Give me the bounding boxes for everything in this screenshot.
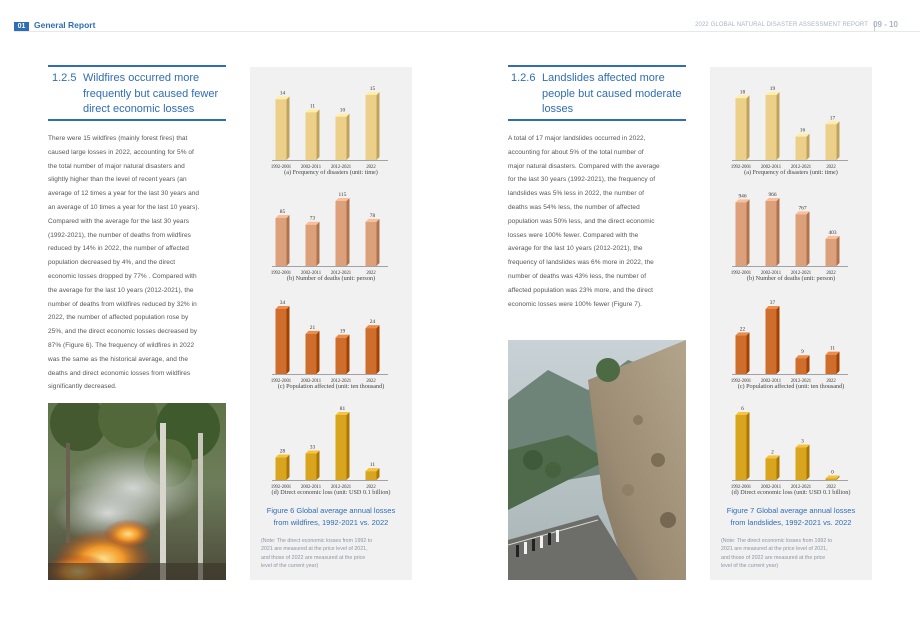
chart-w-a-svg — [250, 77, 412, 169]
body-text-line: affected population was 23% more, and the direct — [508, 286, 654, 294]
chart-bar-side — [317, 222, 320, 266]
body-text-line: (1992-2021), the number of deaths from wildfires — [48, 231, 191, 239]
chart-bar-side — [777, 306, 780, 374]
chart-w-c-svg — [250, 291, 412, 383]
chart-caption: (a) Frequency of disasters (unit: time) — [284, 169, 378, 176]
chart-l-b-svg — [710, 183, 872, 275]
chart-bar — [796, 134, 810, 160]
chart-category-label: 2022 — [826, 485, 836, 489]
page-numbers: 09 - 10 — [873, 20, 898, 29]
chart-category-label: 1992-2001 — [730, 271, 752, 275]
chart-category-label: 2012-2021 — [330, 379, 352, 383]
chart-l-a — [710, 77, 872, 182]
chart-category-label: 2012-2021 — [790, 165, 812, 169]
figure-note-line: level of the current year) — [721, 562, 779, 569]
chart-bar-front — [366, 95, 377, 160]
chart-value-label: 19 — [339, 328, 346, 335]
chart-bar-side — [747, 199, 750, 266]
body-text-line: There were 15 wildfires (mainly forest fires) that — [48, 135, 188, 142]
body-text-line: economic losses dropped by 77% . Compared with — [48, 272, 197, 280]
chart-bar — [306, 331, 320, 374]
chart-bar — [766, 92, 780, 160]
chart-value-label: 24 — [369, 319, 376, 326]
section-badge: 01 — [14, 22, 29, 32]
chart-bar-side — [287, 306, 290, 374]
chart-bar-side — [287, 455, 290, 480]
chart-value-label: 21 — [309, 324, 316, 331]
body-text-line: economic losses were 100% fewer (Figure 7). — [508, 300, 643, 308]
chart-value-label: 11 — [369, 462, 376, 469]
chart-bar-side — [377, 92, 380, 160]
chart-value-label: 28 — [279, 448, 286, 455]
chart-value-label: 22 — [739, 326, 746, 333]
chart-category-label: 2002-2011 — [300, 271, 322, 275]
figure-7-panel — [710, 67, 872, 580]
landslide-photo — [508, 340, 686, 580]
chart-bar-side — [777, 92, 780, 160]
chart-bar-front — [826, 239, 837, 266]
chart-bar — [736, 199, 750, 266]
chart-category-label: 2002-2011 — [760, 379, 782, 383]
chart-bar-front — [766, 309, 777, 374]
chart-bar-side — [377, 325, 380, 374]
chart-category-label: 1992-2001 — [730, 485, 752, 489]
chart-bar-front — [826, 124, 837, 160]
section-rule-bottom — [48, 119, 226, 121]
chart-w-b-svg — [250, 183, 412, 275]
chart-bar-side — [837, 121, 840, 160]
chart-category-label: 2002-2011 — [300, 485, 322, 489]
chart-value-label: 11 — [829, 345, 836, 352]
chart-bar — [276, 215, 290, 266]
chart-bar-front — [796, 358, 807, 374]
wildfire-photo — [48, 403, 226, 580]
section-number: 1.2.5 — [52, 72, 77, 84]
figure-title-line: Figure 7 Global average annual losses — [726, 506, 856, 515]
chart-bar — [276, 455, 290, 480]
figure-note-line: (Note: The direct economic losses from 1992 to — [261, 538, 373, 544]
chart-bar-front — [306, 225, 317, 266]
chart-value-label: 18 — [739, 89, 746, 96]
chart-bar — [306, 109, 320, 160]
chart-value-label: 2 — [771, 449, 774, 456]
chart-value-label: 85 — [279, 208, 286, 215]
chart-bar-front — [336, 338, 347, 374]
chart-bar-side — [807, 211, 810, 266]
chart-value-label: 11 — [309, 103, 316, 110]
chart-bar — [336, 198, 350, 266]
body-text-line: for the last 30 years (1992-2021), the frequency of — [508, 176, 656, 184]
body-text-line: reduced by 14% in 2022, the number of affected — [48, 245, 189, 253]
report-title: 2022 GLOBAL NATURAL DISASTER ASSESSMENT REPORT — [695, 22, 868, 28]
body-text-line: landslides was 5% less in 2022, the number of — [508, 190, 644, 198]
chart-value-label: 3 — [801, 438, 804, 445]
chart-caption: (c) Population affected (unit: ten thousand) — [277, 383, 385, 390]
figure-note-line: 2021 are measured at the price level of 2021, — [261, 546, 368, 553]
body-text-line: average of 12 times a year for the last 30 years and — [48, 190, 200, 198]
chart-w-c — [250, 291, 412, 396]
chart-bar-front — [276, 309, 287, 374]
chart-caption: (a) Frequency of disasters (unit: time) — [744, 169, 838, 176]
chart-category-label: 1992-2001 — [270, 165, 292, 169]
section-rule-bottom — [508, 119, 686, 121]
chart-bar-front — [736, 202, 747, 266]
body-text-line: deaths was 54% less, the number of affected — [508, 203, 640, 211]
chart-value-label: 73 — [309, 215, 316, 222]
chart-caption: (d) Direct economic loss (unit: USD 0.1 billion) — [731, 489, 851, 496]
section-title-line: losses — [542, 103, 574, 115]
chart-bar — [736, 332, 750, 374]
chart-value-label: 115 — [338, 192, 347, 198]
section-title-line: Landslides affected more — [542, 72, 665, 84]
chart-bar-side — [287, 215, 290, 266]
chart-value-label: 767 — [798, 205, 807, 212]
chart-caption: (b) Number of deaths (unit: person) — [746, 275, 836, 282]
chart-category-label: 2012-2021 — [330, 165, 352, 169]
chart-category-label: 2002-2011 — [760, 271, 782, 275]
chart-bar-side — [347, 198, 350, 266]
chart-value-label: 14 — [279, 90, 286, 97]
chart-l-a-svg — [710, 77, 872, 169]
chart-bar-side — [807, 445, 810, 481]
chart-w-d-svg — [250, 397, 412, 489]
figure-note-line: and those of 2022 are measured at the price — [261, 554, 366, 561]
section-number: 1.2.6 — [511, 72, 536, 84]
chart-bar-front — [766, 95, 777, 160]
chart-bar — [826, 121, 840, 160]
body-text-line: number of deaths from wildfires reduced by 32% in — [48, 300, 197, 308]
chart-bar — [336, 114, 350, 160]
chart-caption: (d) Direct economic loss (unit: USD 0.1 billion) — [271, 489, 391, 496]
chart-bar — [736, 95, 750, 160]
chart-bar-front — [276, 458, 287, 480]
body-text-line: number of deaths was 43% less, the number of — [508, 272, 647, 280]
chart-bar-front — [366, 328, 377, 374]
chart-caption: (b) Number of deaths (unit: person) — [286, 275, 376, 282]
body-text-line: caused large losses in 2022, accounting for 5% of — [48, 148, 194, 156]
chart-bar-front — [276, 99, 287, 160]
figure-note-line: level of the current year) — [261, 562, 319, 569]
chart-bar-front — [736, 335, 747, 374]
chart-category-label: 2002-2011 — [760, 485, 782, 489]
chart-bar-front — [306, 454, 317, 480]
chart-value-label: 81 — [339, 406, 346, 412]
body-text-line: was the same as the historical average, and the — [48, 355, 189, 363]
chart-l-c — [710, 291, 872, 396]
section-rule-top — [48, 65, 226, 67]
chart-bar-front — [826, 479, 837, 481]
chart-bar-front — [796, 137, 807, 160]
chart-bar-side — [287, 96, 290, 160]
chart-bar-side — [317, 451, 320, 480]
body-text-line: the total number of major natural disasters and — [48, 162, 185, 170]
figure-note-line: (Note: The direct economic losses from 1992 to — [721, 538, 833, 544]
chart-category-label: 1992-2001 — [730, 379, 752, 383]
body-text-line: frequency of landslides was 6% more in 2022, the — [508, 259, 654, 267]
chart-w-a — [250, 77, 412, 182]
body-text-line: A total of 17 major landslides occurred in 2022, — [508, 135, 646, 142]
figure-note — [261, 537, 411, 570]
chart-bar-side — [347, 335, 350, 374]
chart-value-label: 78 — [369, 212, 376, 219]
chart-bar-side — [747, 412, 750, 480]
chart-category-label: 2022 — [366, 165, 376, 169]
figure-note — [721, 537, 871, 570]
body-text-line: 2022, the number of affected population rose by — [48, 314, 189, 322]
body-text-line: 87% (Figure 6). The frequency of wildfires in 2022 — [48, 341, 195, 349]
chart-bar — [796, 211, 810, 266]
chart-bar — [366, 92, 380, 160]
body-text-line: an average of 10 times a year for the last 10 years). — [48, 203, 200, 211]
chart-category-label: 2022 — [826, 271, 836, 275]
body-text — [48, 132, 238, 394]
chart-bar-side — [377, 219, 380, 266]
figure-6-panel — [250, 67, 412, 580]
section-title-line: Wildfires occurred more — [83, 72, 200, 84]
chart-bar-front — [336, 415, 347, 480]
figure-note-line: 2021 are measured at the price level of 2021, — [721, 546, 828, 553]
chart-bar — [306, 451, 320, 480]
chart-value-label: 10 — [339, 107, 346, 114]
chart-category-label: 2012-2021 — [790, 271, 812, 275]
chart-bar-front — [306, 334, 317, 374]
chart-bar — [276, 306, 290, 374]
figure-title — [710, 505, 872, 528]
landslide-image — [508, 340, 686, 580]
section-title — [542, 71, 692, 118]
chart-bar — [276, 96, 290, 160]
chart-value-label: 15 — [369, 86, 376, 92]
chart-value-label: 34 — [279, 300, 286, 306]
body-text-line: major natural disasters. Compared with the average — [508, 162, 660, 170]
chart-bar — [766, 306, 780, 374]
chart-bar-side — [747, 332, 750, 374]
chart-category-label: 2022 — [366, 485, 376, 489]
chart-bar — [336, 335, 350, 374]
chart-bar-front — [796, 214, 807, 266]
chart-bar-side — [777, 455, 780, 480]
body-text-line: accounting for about 5% of the total number of — [508, 148, 644, 156]
chart-l-d — [710, 397, 872, 502]
chart-bar-front — [276, 218, 287, 266]
body-text-line: significantly decreased. — [48, 383, 117, 391]
chart-w-d — [250, 397, 412, 502]
body-text-line: 25%, and the direct economic losses decreased by — [48, 328, 198, 336]
figure-title-line: from wildfires, 1992-2021 vs. 2022 — [273, 517, 389, 527]
chart-bar-front — [366, 471, 377, 480]
chart-category-label: 2012-2021 — [330, 271, 352, 275]
section-name: General Report — [34, 20, 96, 30]
chart-value-label: 19 — [769, 86, 776, 92]
body-text-line: deaths and direct economic losses from wildfires — [48, 369, 191, 377]
chart-bar-front — [736, 98, 747, 160]
chart-caption: (c) Population affected (unit: ten thousand) — [737, 383, 845, 390]
chart-l-c-svg — [710, 291, 872, 383]
chart-w-b — [250, 183, 412, 288]
chart-bar — [366, 468, 380, 480]
chart-value-label: 966 — [768, 192, 777, 198]
chart-bar-front — [366, 222, 377, 266]
chart-l-b — [710, 183, 872, 288]
chart-bar — [336, 412, 350, 480]
chart-category-label: 2002-2011 — [300, 165, 322, 169]
chart-bar-side — [317, 331, 320, 374]
header-rule — [14, 31, 920, 32]
chart-category-label: 2012-2021 — [790, 379, 812, 383]
chart-category-label: 1992-2001 — [270, 379, 292, 383]
body-text-line: average for the last 10 years (2012-2021), the — [508, 245, 643, 253]
chart-value-label: 17 — [829, 115, 836, 122]
chart-bar — [796, 445, 810, 481]
section-rule-top — [508, 65, 686, 67]
chart-category-label: 1992-2001 — [270, 271, 292, 275]
chart-value-label: 33 — [309, 444, 316, 451]
chart-category-label: 1992-2001 — [730, 165, 752, 169]
section-title — [83, 71, 233, 118]
chart-bar — [766, 198, 780, 266]
chart-value-label: 16 — [799, 127, 806, 134]
chart-value-label: 946 — [738, 193, 747, 200]
chart-bar — [366, 325, 380, 374]
chart-bar-front — [336, 201, 347, 266]
body-text-line: Compared with the average for the last 30 years — [48, 217, 190, 225]
chart-category-label: 1992-2001 — [270, 485, 292, 489]
chart-bar-side — [777, 198, 780, 266]
chart-value-label: 37 — [769, 300, 776, 306]
chart-category-label: 2022 — [366, 379, 376, 383]
chart-bar — [826, 352, 840, 374]
chart-bar-front — [796, 448, 807, 481]
figure-title-line: Figure 6 Global average annual losses — [266, 506, 396, 515]
figure-title — [250, 505, 412, 528]
body-text-line: slightly higher than the level of recent years (an — [48, 176, 187, 184]
chart-category-label: 2012-2021 — [330, 485, 352, 489]
section-title-line: people but caused moderate — [542, 87, 682, 100]
chart-bar-front — [766, 458, 777, 480]
chart-category-label: 2022 — [826, 379, 836, 383]
chart-bar-side — [807, 134, 810, 160]
chart-bar-side — [807, 355, 810, 374]
body-text-line: population was 50% less, and the direct economic — [508, 217, 655, 225]
chart-bar-front — [306, 112, 317, 160]
chart-category-label: 2002-2011 — [760, 165, 782, 169]
figure-note-line: and those of 2022 are measured at the price — [721, 554, 826, 561]
chart-bar-front — [826, 355, 837, 374]
chart-bar-side — [347, 412, 350, 480]
chart-bar — [826, 476, 840, 481]
section-title-line: direct economic losses — [83, 103, 195, 115]
chart-bar-side — [317, 109, 320, 160]
chart-category-label: 2022 — [366, 271, 376, 275]
chart-value-label: 9 — [801, 349, 804, 356]
body-text-line: the average for the last 10 years (2012-2021), the — [48, 286, 194, 294]
chart-bar-side — [837, 352, 840, 374]
chart-l-d-svg — [710, 397, 872, 489]
chart-category-label: 2022 — [826, 165, 836, 169]
body-text-line: population decreased by 4%, and the direct — [48, 259, 176, 267]
wildfire-image — [48, 403, 226, 580]
chart-bar-side — [347, 114, 350, 160]
chart-value-label: 403 — [828, 229, 837, 236]
chart-bar — [306, 222, 320, 266]
chart-bar-front — [336, 117, 347, 160]
chart-value-label: 0 — [831, 469, 834, 476]
chart-category-label: 2012-2021 — [790, 485, 812, 489]
figure-title-line: from landslides, 1992-2021 vs. 2022 — [730, 517, 852, 527]
body-text-line: losses were 100% fewer. Compared with the — [508, 231, 639, 239]
chart-bar — [826, 236, 840, 266]
chart-bar-front — [766, 201, 777, 266]
chart-bar — [796, 355, 810, 374]
chart-bar — [366, 219, 380, 266]
chart-bar-side — [747, 95, 750, 160]
chart-bar-front — [736, 415, 747, 480]
chart-bar-side — [837, 236, 840, 266]
chart-bar — [766, 455, 780, 480]
chart-value-label: 6 — [741, 406, 744, 412]
body-text — [508, 132, 698, 311]
chart-category-label: 2002-2011 — [300, 379, 322, 383]
section-title-line: frequently but caused fewer — [83, 87, 219, 100]
chart-bar — [736, 412, 750, 480]
